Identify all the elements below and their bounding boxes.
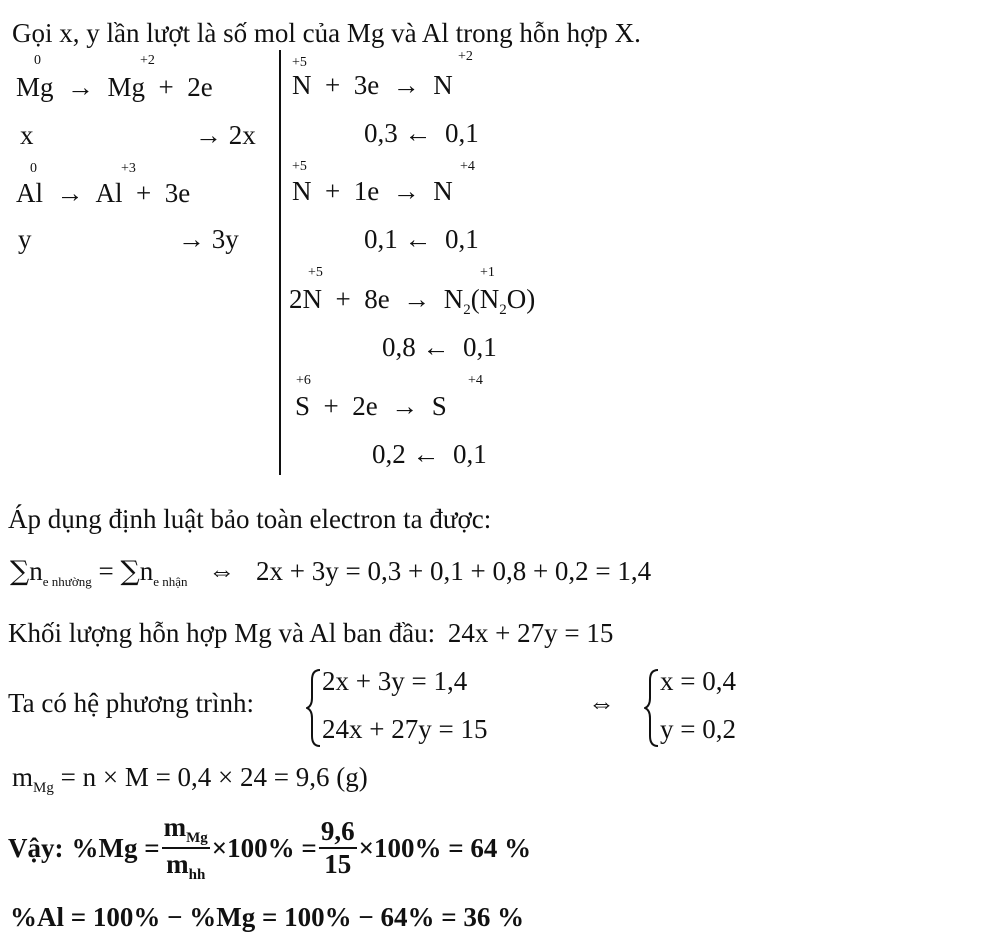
mass-line [8, 620, 613, 647]
mass-expr: 24x + 27y = 15 [447, 618, 614, 648]
sum-symbol-left: ∑ [10, 556, 30, 587]
n3-equation-sub2: 2 [499, 302, 507, 318]
sub-take: e nhận [153, 574, 188, 589]
al-result: → 3y [178, 224, 239, 254]
solution-x: x = 0,4 [660, 666, 736, 696]
equals-sign: = [98, 556, 114, 586]
conservation-expr: 2x + 3y = 0,3 + 0,1 + 0,8 + 0,2 = 1,4 [256, 556, 652, 586]
al-equation: Al → Al + 3e [16, 178, 191, 208]
mg-oxidation-plus2: +2 [140, 53, 155, 68]
n1-row: 0,3 ← 0,1 [364, 118, 479, 148]
n2-oxidation-a: +5 [292, 159, 307, 174]
percent-al-line: %Al = 100% − %Mg = 100% − 64% = 36 % [10, 902, 525, 932]
mass-label: Khối lượng hỗn hợp Mg và Al ban đầu: [8, 618, 436, 648]
frac-num-sub: Mg [186, 830, 208, 846]
system-iff: ⇔ [588, 688, 615, 718]
m-mg-expr: = n × M = 0,4 × 24 = 9,6 (g) [60, 762, 368, 792]
n3-equation-end: O) [506, 284, 536, 314]
solution-brace-left [644, 668, 660, 748]
n-take: n [139, 556, 154, 586]
system-eq1: 2x + 3y = 1,4 [322, 666, 468, 696]
system-eq2: 24x + 27y = 15 [322, 714, 488, 744]
n3-row: 0,8 ← 0,1 [382, 332, 497, 362]
mg-oxidation-0: 0 [34, 53, 41, 68]
n-give: n [29, 556, 43, 586]
percent-mg-mid: ×100% = [211, 832, 317, 863]
mg-result: → 2x [195, 120, 256, 150]
n3-oxidation-a: +5 [308, 265, 323, 280]
percent-mg-lhs: %Mg = [71, 832, 160, 863]
m-mg-m: m [12, 762, 34, 792]
n3-oxidation-b: +1 [480, 265, 495, 280]
system-brace-left [306, 668, 322, 748]
sub-give: e nhường [42, 574, 92, 589]
percent-mg-label: Vậy: [8, 832, 64, 863]
al-oxidation-0: 0 [30, 161, 37, 176]
frac-num-m: m [163, 812, 187, 842]
mg-equation: Mg → Mg + 2e [16, 72, 213, 102]
n1-oxidation-a: +5 [292, 55, 307, 70]
percent-mg-line [8, 812, 531, 885]
n3-equation [289, 286, 535, 318]
s-oxidation-b: +4 [468, 373, 483, 388]
fraction-numeric [319, 816, 357, 880]
n3-equation-sub: 2 [463, 302, 471, 318]
n2-row: 0,1 ← 0,1 [364, 224, 479, 254]
n1-equation: N + 3e → N [292, 70, 453, 100]
intro-text: Gọi x, y lần lượt là số mol của Mg và Al trong hỗn hợp X. [12, 18, 641, 48]
apply-text: Áp dụng định luật bảo toàn electron ta được: [8, 504, 492, 534]
n3-equation-pre: 2N + 8e → N [289, 284, 464, 314]
n2-equation: N + 1e → N [292, 176, 453, 206]
s-equation: S + 2e → S [295, 391, 447, 421]
frac-den-sub: hh [188, 867, 206, 884]
column-divider [279, 50, 281, 475]
percent-mg-end: ×100% = 64 % [358, 832, 532, 863]
system-label: Ta có hệ phương trình: [8, 688, 254, 718]
n1-oxidation-b: +2 [458, 49, 473, 64]
frac2-den: 15 [324, 849, 352, 880]
fraction-mass-ratio [162, 812, 210, 885]
mg-var: x [20, 120, 34, 150]
m-mg-line [12, 764, 368, 796]
frac2-num: 9,6 [319, 816, 357, 849]
n2-oxidation-b: +4 [460, 159, 475, 174]
al-oxidation-plus3: +3 [121, 161, 136, 176]
s-row: 0,2 ← 0,1 [372, 439, 487, 469]
sum-symbol-right: ∑ [120, 556, 140, 587]
s-oxidation-a: +6 [296, 373, 311, 388]
frac-den-m: m [166, 849, 189, 880]
al-var: y [18, 224, 32, 254]
m-mg-sub: Mg [33, 780, 54, 796]
n3-equation-post: (N [470, 284, 500, 314]
conservation-line [10, 558, 651, 588]
solution-y: y = 0,2 [660, 714, 736, 744]
iff-symbol: ⇔ [208, 556, 236, 586]
